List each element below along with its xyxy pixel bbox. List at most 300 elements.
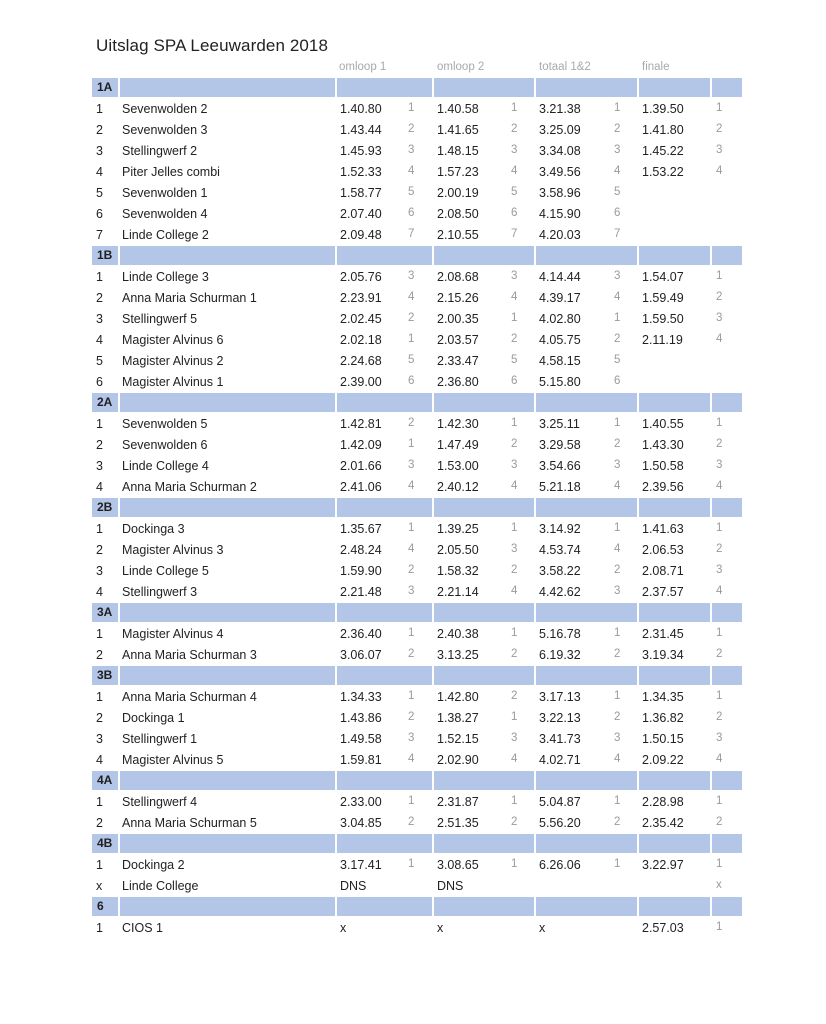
omloop2-time: 1.42.30 (437, 417, 479, 431)
column-divider (432, 834, 434, 853)
table-row (92, 351, 742, 372)
totaal-place: 3 (614, 144, 621, 156)
column-divider (710, 393, 712, 412)
finale-time: 3.22.97 (642, 858, 684, 872)
omloop2-place: 7 (511, 228, 518, 240)
column-divider (637, 603, 639, 622)
column-divider (710, 771, 712, 790)
omloop2-time: 2.36.80 (437, 375, 479, 389)
omloop2-time: 2.40.38 (437, 627, 479, 641)
group-label: 1B (97, 248, 113, 262)
table-row (92, 435, 742, 456)
omloop2-place: 4 (511, 753, 518, 765)
totaal-place: 3 (614, 585, 621, 597)
column-headers (92, 61, 742, 77)
column-divider (534, 834, 536, 853)
omloop2-time: 3.08.65 (437, 858, 479, 872)
column-divider (637, 498, 639, 517)
totaal-place: 3 (614, 270, 621, 282)
finale-place: 3 (716, 732, 723, 744)
omloop2-place: 1 (511, 858, 518, 870)
group-header (92, 246, 742, 265)
omloop2-place: 1 (511, 795, 518, 807)
omloop2-place: 2 (511, 648, 518, 660)
totaal-place: 1 (614, 795, 621, 807)
omloop1-place: 4 (408, 291, 415, 303)
team-name: Sevenwolden 1 (122, 186, 208, 200)
column-divider (637, 771, 639, 790)
column-divider (118, 771, 120, 790)
column-divider (118, 666, 120, 685)
column-divider (637, 246, 639, 265)
omloop1-time: 1.40.80 (340, 102, 382, 116)
omloop2-time: 2.00.19 (437, 186, 479, 200)
omloop2-time: 2.00.35 (437, 312, 479, 326)
table-row (92, 624, 742, 645)
omloop2-place: 3 (511, 270, 518, 282)
omloop1-time: 2.48.24 (340, 543, 382, 557)
omloop1-time: 2.33.00 (340, 795, 382, 809)
omloop2-place: 2 (511, 816, 518, 828)
table-row (92, 645, 742, 666)
omloop1-place: 2 (408, 123, 415, 135)
totaal-place: 1 (614, 858, 621, 870)
finale-time: 1.59.50 (642, 312, 684, 326)
omloop2-time: 1.42.80 (437, 690, 479, 704)
column-divider (710, 834, 712, 853)
table-row (92, 456, 742, 477)
rank: 6 (96, 375, 103, 389)
finale-place: 3 (716, 312, 723, 324)
omloop2-place: 4 (511, 291, 518, 303)
column-divider (335, 666, 337, 685)
team-name: Sevenwolden 3 (122, 123, 208, 137)
table-row (92, 813, 742, 834)
table-row (92, 99, 742, 120)
totaal-time: x (539, 921, 546, 935)
totaal-place: 5 (614, 186, 621, 198)
team-name: Anna Maria Schurman 5 (122, 816, 257, 830)
rank: 1 (96, 690, 103, 704)
omloop2-time: 2.40.12 (437, 480, 479, 494)
finale-place: 2 (716, 816, 723, 828)
team-name: CIOS 1 (122, 921, 163, 935)
omloop2-place: 2 (511, 564, 518, 576)
finale-place: 3 (716, 564, 723, 576)
column-divider (710, 246, 712, 265)
column-divider (534, 666, 536, 685)
team-name: Dockinga 2 (122, 858, 185, 872)
column-divider (335, 78, 337, 97)
column-divider (710, 666, 712, 685)
omloop2-place: 6 (511, 375, 518, 387)
column-divider (335, 246, 337, 265)
group-header (92, 771, 742, 790)
totaal-place: 2 (614, 438, 621, 450)
omloop2-time: 2.02.90 (437, 753, 479, 767)
finale-time: 2.06.53 (642, 543, 684, 557)
totaal-place: 1 (614, 102, 621, 114)
totaal-place: 4 (614, 165, 621, 177)
totaal-place: 3 (614, 459, 621, 471)
column-divider (335, 498, 337, 517)
rank: 1 (96, 270, 103, 284)
table-row (92, 372, 742, 393)
omloop2-time: 2.33.47 (437, 354, 479, 368)
omloop2-time: 1.38.27 (437, 711, 479, 725)
group-header (92, 393, 742, 412)
omloop1-time: 1.43.44 (340, 123, 382, 137)
finale-time: 1.50.58 (642, 459, 684, 473)
finale-time: 2.08.71 (642, 564, 684, 578)
group-header (92, 78, 742, 97)
table-row (92, 477, 742, 498)
totaal-place: 4 (614, 543, 621, 555)
column-divider (118, 78, 120, 97)
rank: 1 (96, 795, 103, 809)
totaal-time: 3.25.09 (539, 123, 581, 137)
finale-time: 2.11.19 (642, 333, 683, 347)
column-divider (534, 498, 536, 517)
totaal-time: 5.04.87 (539, 795, 581, 809)
team-name: Dockinga 3 (122, 522, 185, 536)
column-divider (335, 771, 337, 790)
finale-place: 4 (716, 165, 723, 177)
finale-place: 1 (716, 858, 723, 870)
omloop1-place: 4 (408, 543, 415, 555)
column-divider (710, 603, 712, 622)
totaal-place: 4 (614, 480, 621, 492)
group-header (92, 498, 742, 517)
omloop2-time: 2.51.35 (437, 816, 479, 830)
totaal-place: 1 (614, 690, 621, 702)
totaal-time: 3.29.58 (539, 438, 581, 452)
omloop1-place: 1 (408, 102, 415, 114)
rank: 1 (96, 627, 103, 641)
column-divider (432, 498, 434, 517)
totaal-time: 3.14.92 (539, 522, 581, 536)
rank: 4 (96, 585, 103, 599)
finale-place: 4 (716, 753, 723, 765)
omloop1-time: 1.43.86 (340, 711, 382, 725)
finale-place: 4 (716, 480, 723, 492)
rank: 1 (96, 858, 103, 872)
group-label: 6 (97, 899, 104, 913)
results-table (92, 78, 742, 939)
omloop1-place: 1 (408, 438, 415, 450)
finale-time: 1.36.82 (642, 711, 684, 725)
rank: 3 (96, 144, 103, 158)
team-name: Sevenwolden 4 (122, 207, 208, 221)
omloop1-place: 5 (408, 354, 415, 366)
totaal-place: 4 (614, 753, 621, 765)
omloop1-time: 2.02.18 (340, 333, 382, 347)
table-row (92, 687, 742, 708)
omloop1-place: 6 (408, 375, 415, 387)
column-divider (710, 78, 712, 97)
omloop2-time: 1.53.00 (437, 459, 479, 473)
team-name: Magister Alvinus 2 (122, 354, 224, 368)
table-row (92, 183, 742, 204)
omloop1-place: 2 (408, 648, 415, 660)
totaal-time: 3.49.56 (539, 165, 581, 179)
omloop2-place: 3 (511, 732, 518, 744)
rank: 3 (96, 732, 103, 746)
team-name: Linde College (122, 879, 199, 893)
table-row (92, 561, 742, 582)
omloop2-time: DNS (437, 879, 464, 893)
totaal-time: 4.05.75 (539, 333, 581, 347)
finale-time: 1.59.49 (642, 291, 684, 305)
group-label: 3B (97, 668, 113, 682)
column-divider (335, 603, 337, 622)
group-label: 2B (97, 500, 113, 514)
column-divider (432, 897, 434, 916)
finale-place: x (716, 879, 722, 891)
totaal-time: 4.15.90 (539, 207, 581, 221)
group-label: 1A (97, 80, 113, 94)
omloop2-place: 1 (511, 312, 518, 324)
rank: 6 (96, 207, 103, 221)
rank: 2 (96, 438, 103, 452)
finale-place: 1 (716, 417, 723, 429)
totaal-time: 3.58.96 (539, 186, 581, 200)
column-divider (432, 771, 434, 790)
totaal-time: 4.02.80 (539, 312, 581, 326)
omloop2-time: 2.08.68 (437, 270, 479, 284)
finale-place: 1 (716, 795, 723, 807)
omloop2-place: 2 (511, 333, 518, 345)
table-row (92, 225, 742, 246)
finale-place: 2 (716, 711, 723, 723)
table-row (92, 582, 742, 603)
rank: 5 (96, 354, 103, 368)
column-divider (710, 498, 712, 517)
rank: 3 (96, 564, 103, 578)
team-name: Anna Maria Schurman 2 (122, 480, 257, 494)
finale-place: 1 (716, 627, 723, 639)
column-divider (534, 78, 536, 97)
table-row (92, 729, 742, 750)
column-divider (432, 666, 434, 685)
finale-time: 2.09.22 (642, 753, 684, 767)
team-name: Stellingwerf 5 (122, 312, 198, 326)
finale-place: 2 (716, 543, 723, 555)
finale-place: 1 (716, 270, 723, 282)
team-name: Magister Alvinus 6 (122, 333, 224, 347)
finale-place: 1 (716, 690, 723, 702)
totaal-place: 2 (614, 648, 621, 660)
finale-time: 2.57.03 (642, 921, 684, 935)
table-row (92, 267, 742, 288)
totaal-time: 6.26.06 (539, 858, 581, 872)
team-name: Magister Alvinus 5 (122, 753, 224, 767)
totaal-place: 7 (614, 228, 621, 240)
rank: 3 (96, 312, 103, 326)
rank: 2 (96, 123, 103, 137)
omloop1-place: 1 (408, 795, 415, 807)
omloop1-time: 1.52.33 (340, 165, 382, 179)
rank: 2 (96, 543, 103, 557)
omloop1-time: 2.01.66 (340, 459, 382, 473)
omloop2-place: 3 (511, 459, 518, 471)
finale-time: 1.53.22 (642, 165, 684, 179)
omloop1-time: 1.58.77 (340, 186, 382, 200)
omloop1-time: 2.02.45 (340, 312, 382, 326)
table-row (92, 288, 742, 309)
team-name: Stellingwerf 2 (122, 144, 198, 158)
column-divider (534, 246, 536, 265)
omloop1-place: 4 (408, 480, 415, 492)
table-row (92, 855, 742, 876)
totaal-place: 3 (614, 732, 621, 744)
totaal-place: 1 (614, 417, 621, 429)
column-divider (118, 498, 120, 517)
column-divider (637, 834, 639, 853)
omloop2-time: 2.08.50 (437, 207, 479, 221)
totaal-place: 5 (614, 354, 621, 366)
omloop1-time: 2.36.40 (340, 627, 382, 641)
rank: 2 (96, 291, 103, 305)
totaal-time: 3.21.38 (539, 102, 581, 116)
rank: 1 (96, 522, 103, 536)
omloop2-place: 1 (511, 522, 518, 534)
omloop1-place: 3 (408, 585, 415, 597)
omloop2-place: 3 (511, 543, 518, 555)
team-name: Linde College 4 (122, 459, 209, 473)
totaal-place: 2 (614, 564, 621, 576)
table-row (92, 540, 742, 561)
totaal-place: 1 (614, 312, 621, 324)
omloop2-time: x (437, 921, 444, 935)
omloop1-place: 1 (408, 690, 415, 702)
omloop2-place: 2 (511, 690, 518, 702)
totaal-place: 2 (614, 711, 621, 723)
omloop2-time: 2.15.26 (437, 291, 479, 305)
totaal-time: 4.42.62 (539, 585, 581, 599)
omloop1-time: 1.34.33 (340, 690, 382, 704)
team-name: Stellingwerf 4 (122, 795, 198, 809)
omloop1-place: 1 (408, 522, 415, 534)
group-label: 3A (97, 605, 113, 619)
team-name: Sevenwolden 5 (122, 417, 208, 431)
totaal-time: 3.34.08 (539, 144, 581, 158)
omloop1-place: 5 (408, 186, 415, 198)
omloop1-time: 3.06.07 (340, 648, 382, 662)
omloop2-place: 3 (511, 144, 518, 156)
omloop2-time: 1.57.23 (437, 165, 479, 179)
team-name: Anna Maria Schurman 3 (122, 648, 257, 662)
rank: 4 (96, 333, 103, 347)
omloop1-time: DNS (340, 879, 367, 893)
finale-time: 2.31.45 (642, 627, 684, 641)
rank: 2 (96, 816, 103, 830)
column-divider (637, 897, 639, 916)
table-row (92, 750, 742, 771)
omloop2-place: 5 (511, 354, 518, 366)
omloop1-place: 3 (408, 270, 415, 282)
team-name: Sevenwolden 6 (122, 438, 208, 452)
omloop2-place: 4 (511, 480, 518, 492)
group-label: 4B (97, 836, 113, 850)
omloop1-place: 1 (408, 627, 415, 639)
omloop1-time: 2.23.91 (340, 291, 382, 305)
omloop2-place: 2 (511, 438, 518, 450)
finale-place: 1 (716, 102, 723, 114)
omloop2-time: 2.05.50 (437, 543, 479, 557)
column-divider (432, 246, 434, 265)
column-divider (534, 897, 536, 916)
omloop2-time: 1.47.49 (437, 438, 479, 452)
omloop1-place: 7 (408, 228, 415, 240)
omloop1-place: 2 (408, 564, 415, 576)
header-totaal: totaal 1&2 (539, 61, 591, 73)
omloop1-time: 2.41.06 (340, 480, 382, 494)
table-row (92, 141, 742, 162)
omloop1-place: 2 (408, 312, 415, 324)
omloop1-time: 2.39.00 (340, 375, 382, 389)
omloop1-time: 1.42.81 (340, 417, 382, 431)
rank: 5 (96, 186, 103, 200)
totaal-place: 6 (614, 375, 621, 387)
column-divider (118, 897, 120, 916)
team-name: Linde College 5 (122, 564, 209, 578)
finale-time: 1.40.55 (642, 417, 684, 431)
finale-place: 2 (716, 438, 723, 450)
team-name: Linde College 2 (122, 228, 209, 242)
header-omloop1: omloop 1 (339, 61, 387, 73)
rank: 3 (96, 459, 103, 473)
omloop2-time: 2.31.87 (437, 795, 479, 809)
omloop2-place: 1 (511, 102, 518, 114)
finale-time: 2.28.98 (642, 795, 684, 809)
omloop1-place: 3 (408, 459, 415, 471)
totaal-time: 3.41.73 (539, 732, 581, 746)
omloop1-time: 2.09.48 (340, 228, 382, 242)
totaal-place: 6 (614, 207, 621, 219)
omloop2-time: 1.58.32 (437, 564, 479, 578)
team-name: Magister Alvinus 4 (122, 627, 224, 641)
column-divider (534, 603, 536, 622)
rank: 4 (96, 480, 103, 494)
omloop2-place: 4 (511, 165, 518, 177)
totaal-time: 3.25.11 (539, 417, 580, 431)
omloop1-place: 1 (408, 333, 415, 345)
totaal-time: 4.02.71 (539, 753, 581, 767)
omloop1-place: 4 (408, 753, 415, 765)
totaal-time: 4.14.44 (539, 270, 581, 284)
omloop2-time: 1.41.65 (437, 123, 479, 137)
table-row (92, 120, 742, 141)
omloop2-time: 1.40.58 (437, 102, 479, 116)
totaal-place: 2 (614, 816, 621, 828)
column-divider (118, 834, 120, 853)
totaal-time: 3.22.13 (539, 711, 581, 725)
finale-place: 2 (716, 123, 723, 135)
table-row (92, 309, 742, 330)
group-label: 4A (97, 773, 113, 787)
column-divider (335, 897, 337, 916)
finale-place: 3 (716, 144, 723, 156)
finale-place: 2 (716, 291, 723, 303)
table-row (92, 519, 742, 540)
omloop1-place: 2 (408, 816, 415, 828)
group-label: 2A (97, 395, 113, 409)
omloop2-time: 1.52.15 (437, 732, 479, 746)
omloop1-time: 2.07.40 (340, 207, 382, 221)
omloop1-time: 1.59.90 (340, 564, 382, 578)
team-name: Piter Jelles combi (122, 165, 220, 179)
